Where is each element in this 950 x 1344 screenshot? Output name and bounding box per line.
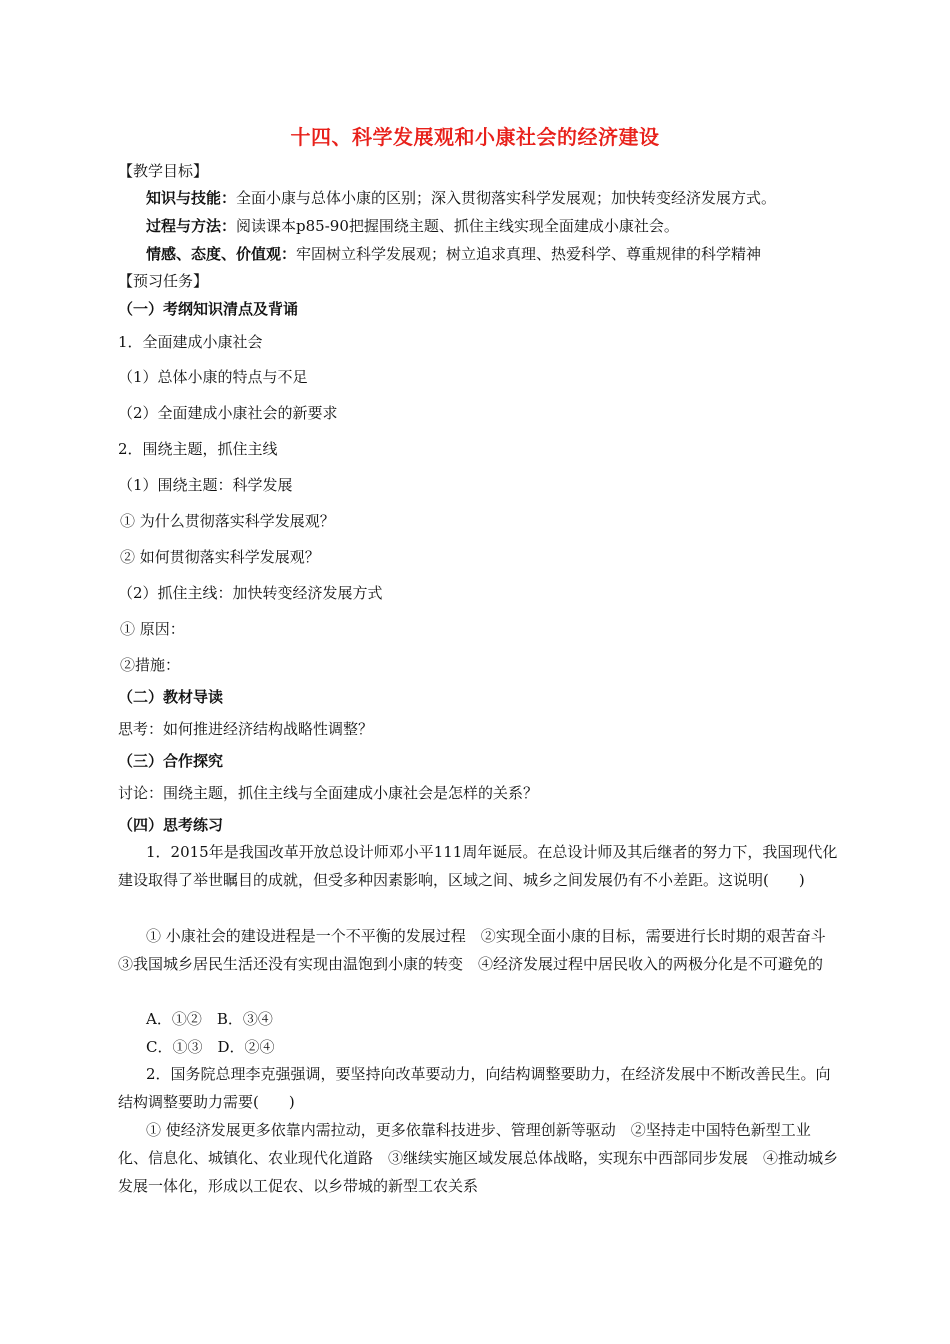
item-1-1: （1）总体小康的特点与不足 [118,368,308,386]
goal-knowledge [146,187,776,209]
goals-header: 【教学目标】 [118,162,209,180]
item-2-2: （2）抓住主线：加快转变经济发展方式 [118,584,383,602]
item-2-2-a: ① 原因： [120,620,185,638]
item-2-1: （1）围绕主题：科学发展 [118,476,293,494]
item-2: 2．围绕主题，抓住主线 [118,440,278,458]
goal-knowledge-text: 全面小康与总体小康的区别；深入贯彻落实科学发展观；加快转变经济发展方式。 [236,189,777,207]
discuss-question: 讨论：围绕主题，抓住主线与全面建成小康社会是怎样的关系？ [118,784,539,802]
question-2-options: ① 使经济发展更多依靠内需拉动，更多依靠科技进步、管理创新等驱动 ②坚持走中国特色新型工业化、信息化、城镇化、农业现代化道路 ③继续实施区域发展总体战略，实现东中西部同步发展 ④推动城乡发展一体化，形成以工促农、以乡带城的新型工农关系 [118,1121,839,1195]
page-title: 十四、科学发展观和小康社会的经济建设 [290,125,660,149]
section-4-heading: （四）思考练习 [118,816,224,834]
question-1-stem: 1．2015年是我国改革开放总设计师邓小平111周年诞辰。在总设计师及其后继者的努力下，我国现代化建设取得了举世瞩目的成就，但受多种因素影响，区域之间、城乡之间发展仍有不小差距。这说明( ) [118,843,838,889]
section-3-heading: （三）合作探究 [118,752,224,770]
goal-values-text: 牢固树立科学发展观；树立追求真理、热爱科学、尊重规律的科学精神 [296,245,762,263]
goal-process-label: 过程与方法： [146,217,237,235]
item-2-1-a: ① 为什么贯彻落实科学发展观？ [120,512,335,530]
item-1-2: （2）全面建成小康社会的新要求 [118,404,338,422]
question-2-stem: 2．国务院总理李克强强调，要坚持向改革要动力，向结构调整要助力，在经济发展中不断改善民生。向结构调整要助力需要( ) [118,1065,831,1111]
question-1-choices-ab: A．①② B．③④ [146,1010,273,1028]
preview-header: 【预习任务】 [118,272,209,290]
goal-process [146,215,679,237]
item-2-2-b: ②措施： [120,656,181,674]
section-2-heading: （二）教材导读 [118,688,224,706]
item-1: 1．全面建成小康社会 [118,333,263,351]
question-1-options: ① 小康社会的建设进程是一个不平衡的发展过程 ②实现全面小康的目标，需要进行长时期的艰苦奋斗 ③我国城乡居民生活还没有实现由温饱到小康的转变 ④经济发展过程中居民收入的两极分化是不可避免的 [118,927,841,973]
goal-values-label: 情感、态度、价值观： [146,245,297,263]
goal-process-text: 阅读课本p85-90把握围绕主题、抓住主线实现全面建成小康社会。 [236,217,679,235]
question-1-choices-cd: C．①③ D．②④ [146,1038,275,1056]
goal-values [146,243,761,265]
think-question: 思考：如何推进经济结构战略性调整？ [118,720,374,738]
item-2-1-b: ② 如何贯彻落实科学发展观？ [120,548,320,566]
section-1-heading: （一）考纲知识清点及背诵 [118,300,299,318]
goal-knowledge-label: 知识与技能： [146,189,237,207]
